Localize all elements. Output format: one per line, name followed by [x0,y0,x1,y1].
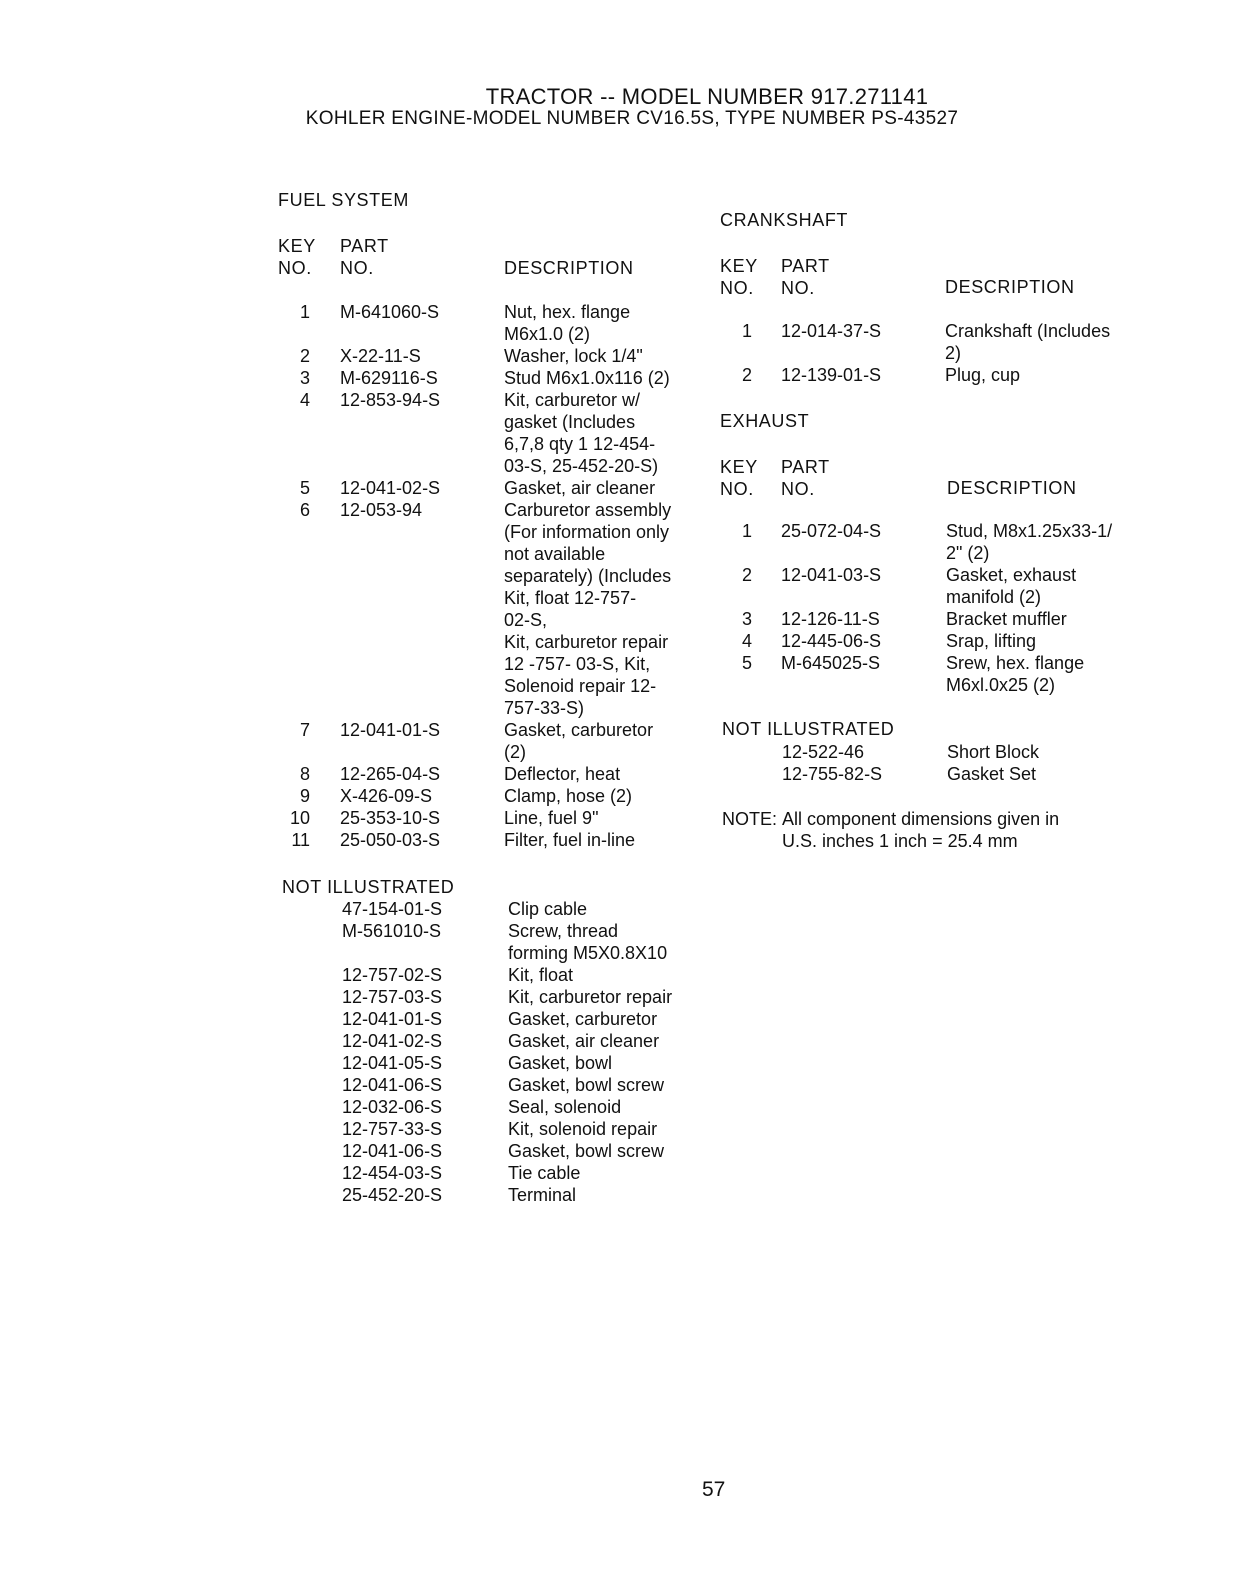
part-description [504,367,670,389]
part-description [945,320,1110,364]
description-line: 12 -757- 03-S, Kit, [504,654,651,674]
description-line: 02-S, [504,610,548,630]
part-description [504,785,632,807]
description-line: Filter, fuel in-line [504,830,636,850]
exhaust-part-header: PART NO. [781,457,830,499]
part-description [504,389,658,477]
key-number: 5 [741,653,752,673]
fuel-part-header: PART NO. [340,236,389,278]
part-description [508,1140,664,1162]
part-description [946,520,1112,564]
crankshaft-title: CRANKSHAFT [720,210,849,230]
part-number: 12-454-03-S [342,1163,443,1183]
description-line: Bracket muffler [946,609,1067,629]
part-number: 12-041-06-S [342,1141,443,1161]
key-number: 6 [299,500,310,520]
key-number: 4 [741,631,752,651]
part-number: 12-041-01-S [342,1009,443,1029]
part-description [504,301,630,345]
part-number: 25-452-20-S [342,1185,443,1205]
description-line: (For information only [504,522,670,542]
fuel-description-header: DESCRIPTION [504,258,634,278]
description-line: Gasket, air cleaner [508,1031,660,1051]
description-line: Line, fuel 9" [504,808,599,828]
key-number: 2 [299,346,310,366]
description-line: Kit, carburetor repair [504,632,669,652]
description-line: Kit, carburetor w/ [504,390,641,410]
key-number: 9 [299,786,310,806]
part-number: 12-014-37-S [781,321,882,341]
part-description [508,1162,580,1184]
part-description [508,920,667,964]
description-line: Kit, float 12-757- [504,588,637,608]
part-description [946,630,1036,652]
page-title: TRACTOR -- MODEL NUMBER 917.271141 [485,84,929,109]
part-number: 12-041-05-S [342,1053,443,1073]
description-line: M6xl.0x25 (2) [946,675,1056,695]
description-line: Kit, float [508,965,574,985]
key-number: 1 [741,321,752,341]
key-number: 4 [299,390,310,410]
description-line: 2) [945,343,962,363]
part-number: 12-445-06-S [781,631,882,651]
part-description [508,1184,576,1206]
part-description [946,564,1076,608]
page-number: 57 [702,1478,726,1501]
part-description [504,477,655,499]
part-number: 12-041-06-S [342,1075,443,1095]
part-description [508,1052,612,1074]
description-line: Gasket, bowl screw [508,1075,665,1095]
key-number: 2 [741,565,752,585]
part-number: 12-053-94 [340,500,423,520]
key-number: 3 [299,368,310,388]
part-description [508,986,672,1008]
exhaust-description-header: DESCRIPTION [947,478,1077,498]
part-description [504,345,643,367]
description-line: Clamp, hose (2) [504,786,633,806]
description-line: Deflector, heat [504,764,621,784]
description-line: gasket (Includes [504,412,636,432]
part-description [504,763,620,785]
fuel-system-title: FUEL SYSTEM [278,190,409,210]
description-line: Crankshaft (Includes [945,321,1111,341]
description-line: (2) [504,742,526,762]
description-line: Washer, lock 1/4" [504,346,643,366]
fuel-not-illustrated-title: NOT ILLUSTRATED [282,877,455,897]
part-number: 12-041-03-S [781,565,882,585]
key-number: 1 [299,302,310,322]
part-number: M-561010-S [342,921,442,941]
part-number: 25-353-10-S [340,808,441,828]
key-number: 8 [299,764,310,784]
part-number: 47-154-01-S [342,899,443,919]
description-line: Terminal [508,1185,577,1205]
description-line: Srew, hex. flange [946,653,1085,673]
key-number: 5 [299,478,310,498]
part-number: 25-050-03-S [340,830,441,850]
description-line: Screw, thread [508,921,619,941]
part-description [508,1096,621,1118]
part-description [946,652,1084,696]
part-number: 12-757-02-S [342,965,443,985]
part-number: 12-126-11-S [781,609,880,629]
part-number: 12-522-46 [782,742,865,762]
part-description [504,807,598,829]
part-number: 12-041-02-S [342,1031,443,1051]
part-description [504,829,635,851]
crankshaft-description-header: DESCRIPTION [945,277,1075,297]
description-line: Srap, lifting [946,631,1037,651]
part-description [504,499,671,719]
part-description [946,608,1067,630]
part-number: M-641060-S [340,302,440,322]
part-description [947,741,1039,763]
description-line: Gasket, carburetor [508,1009,658,1029]
part-description [508,1074,664,1096]
key-number: 7 [299,720,310,740]
part-number: X-22-11-S [340,346,421,366]
description-line: separately) (Includes [504,566,672,586]
part-number: 12-757-33-S [342,1119,443,1139]
description-line: Plug, cup [945,365,1021,385]
description-line: Nut, hex. flange [504,302,631,322]
part-description [508,1118,657,1140]
fuel-key-header: KEY NO. [278,236,316,278]
description-line: Clip cable [508,899,588,919]
exhaust-key-header: KEY NO. [720,457,758,499]
crankshaft-part-header: PART NO. [781,256,830,298]
description-line: M6x1.0 (2) [504,324,591,344]
part-description [508,1008,657,1030]
description-line: Seal, solenoid [508,1097,622,1117]
description-line: not available [504,544,606,564]
description-line: Gasket Set [947,764,1037,784]
note-text-line-2: U.S. inches 1 inch = 25.4 mm [782,831,1018,851]
part-number: 12-032-06-S [342,1097,443,1117]
part-number: 12-757-03-S [342,987,443,1007]
description-line: Kit, carburetor repair [508,987,673,1007]
description-line: Stud M6x1.0x116 (2) [504,368,670,388]
description-line: Stud, M8x1.25x33-1/ [946,521,1113,541]
description-line: 6,7,8 qty 1 12-454- [504,434,656,454]
part-number: 25-072-04-S [781,521,882,541]
description-line: Solenoid repair 12- [504,676,657,696]
part-number: 12-755-82-S [782,764,883,784]
exhaust-title: EXHAUST [720,411,810,431]
key-number: 3 [741,609,752,629]
part-description [945,364,1020,386]
key-number: 10 [289,808,310,828]
description-line: 03-S, 25-452-20-S) [504,456,659,476]
description-line: Carburetor assembly [504,500,672,520]
description-line: Gasket, bowl [508,1053,613,1073]
description-line: forming M5X0.8X10 [508,943,668,963]
part-number: M-645025-S [781,653,881,673]
description-line: Gasket, bowl screw [508,1141,665,1161]
crankshaft-key-header: KEY NO. [720,256,758,298]
part-description [508,1030,659,1052]
description-line: Kit, solenoid repair [508,1119,658,1139]
part-description [508,898,587,920]
note-label: NOTE: [722,809,778,829]
part-description [508,964,573,986]
description-line: Gasket, air cleaner [504,478,656,498]
description-line: manifold (2) [946,587,1042,607]
page-subtitle: KOHLER ENGINE-MODEL NUMBER CV16.5S, TYPE NUMBER PS-43527 [305,108,959,129]
part-number: 12-139-01-S [781,365,882,385]
description-line: 757-33-S) [504,698,585,718]
description-line: Tie cable [508,1163,581,1183]
description-line: Gasket, carburetor [504,720,654,740]
key-number: 1 [741,521,752,541]
description-line: Gasket, exhaust [946,565,1077,585]
part-number: 12-853-94-S [340,390,441,410]
part-number: 12-041-01-S [340,720,441,740]
part-number: 12-041-02-S [340,478,441,498]
part-number: X-426-09-S [340,786,433,806]
description-line: 2" (2) [946,543,990,563]
part-description [947,763,1036,785]
exhaust-not-illustrated-title: NOT ILLUSTRATED [722,719,895,739]
part-number: M-629116-S [340,368,438,388]
description-line: Short Block [947,742,1040,762]
key-number: 2 [741,365,752,385]
part-number: 12-265-04-S [340,764,441,784]
part-description [504,719,653,763]
key-number: 11 [291,830,310,850]
note-text-line-1: All component dimensions given in [782,809,1060,829]
